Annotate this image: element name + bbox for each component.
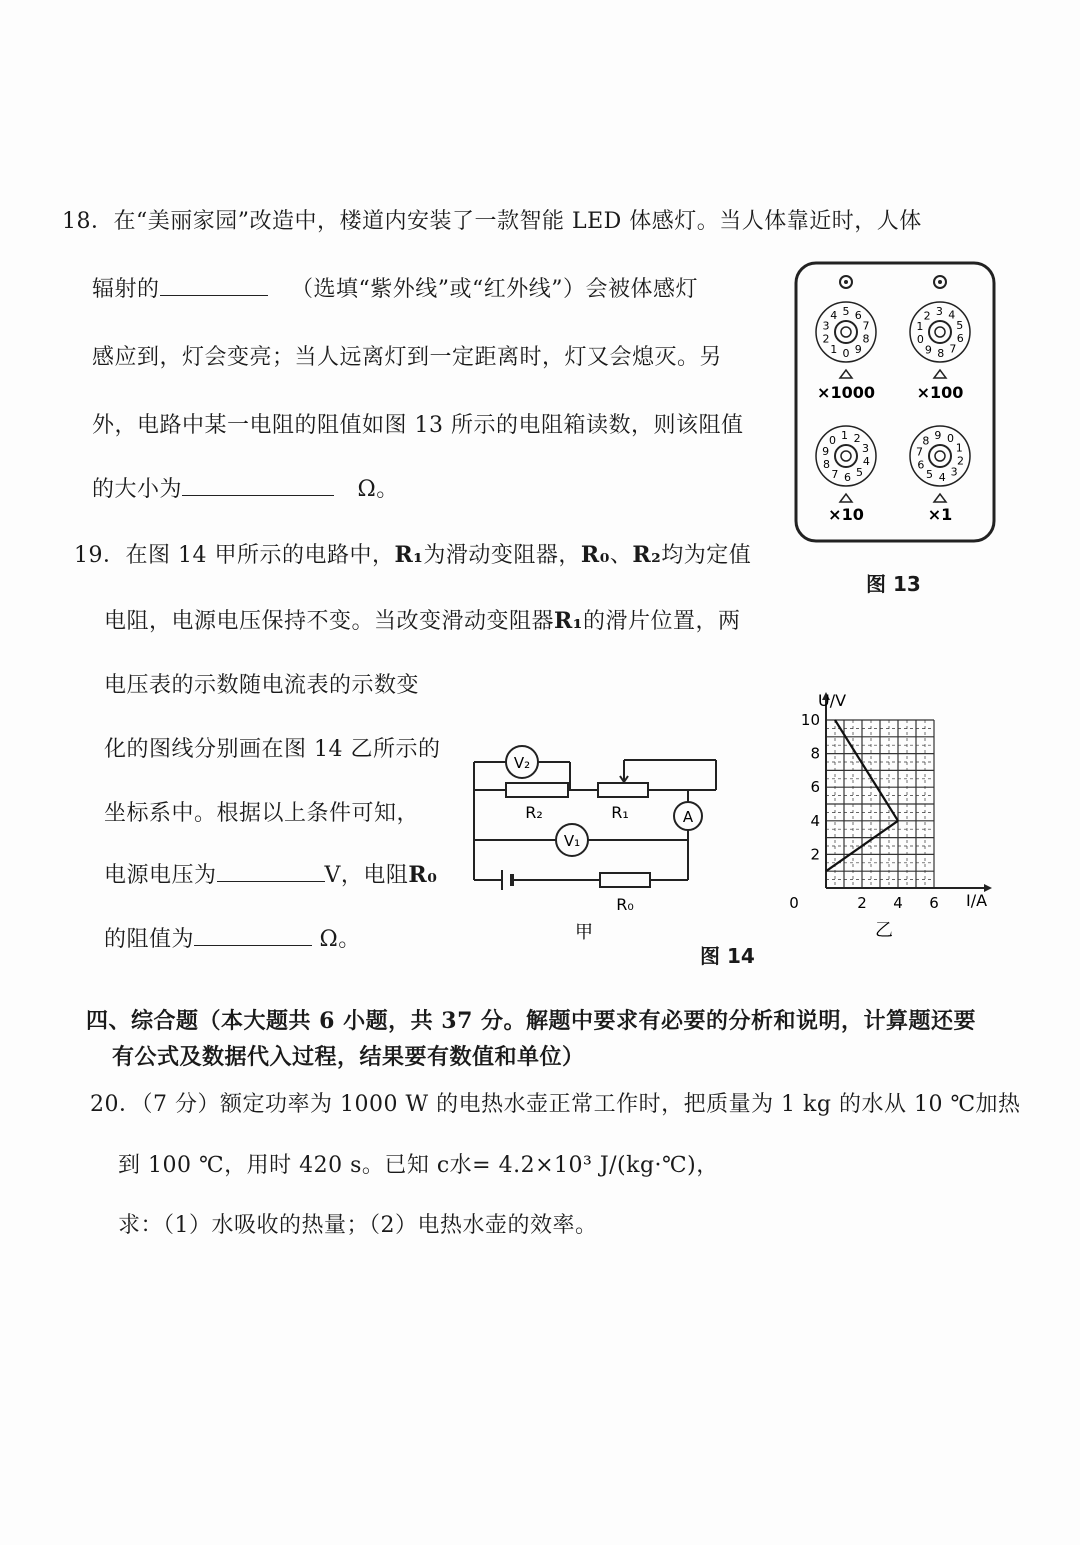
q20-line-2: 到 100 ℃，用时 420 s。已知 c水= 4.2×10³ J/(kg·℃)，: [118, 1153, 719, 1178]
dial-digit: 7: [916, 445, 923, 459]
dial-x1000: [816, 302, 876, 362]
dial-digit: 5: [842, 305, 850, 318]
dial-digit: 8: [937, 347, 945, 360]
dial-digit: 2: [822, 332, 830, 346]
dial-digit: 1: [916, 320, 924, 334]
dial-center: [841, 327, 851, 337]
dial-digit: 0: [842, 347, 850, 360]
q19-line-2: [104, 604, 740, 635]
y-tick-label: 2: [810, 845, 820, 864]
q19-text-c: 均为定值: [661, 543, 752, 568]
r1-label: R₁: [611, 803, 629, 822]
dial-x100: [910, 302, 970, 362]
y-tick-label: 6: [810, 778, 820, 797]
dial-digit: 8: [922, 434, 930, 448]
x-tick-label: 0: [789, 894, 799, 912]
dial-digit: 2: [957, 454, 964, 468]
dial-digit: 2: [853, 432, 861, 446]
symbol-r1: R₁: [394, 542, 424, 568]
dial-digit: 5: [926, 468, 933, 482]
pointer-icon: [934, 494, 946, 502]
symbol-r0: R₀: [580, 542, 610, 568]
dial-x1: [910, 426, 970, 486]
pointer-icon: [934, 370, 946, 378]
symbol-r1: R₁: [554, 608, 583, 634]
q19-text-e: 的滑片位置，两: [582, 609, 741, 634]
dial-digit: 7: [862, 319, 870, 333]
q18-line-4: 外，电路中某一电阻的阻值如图 13 所示的电阻箱读数，则该阻值: [92, 413, 744, 438]
dial-digit: 3: [935, 305, 943, 318]
voltmeter-v2: [506, 746, 538, 778]
symbol-r2: R₂: [632, 542, 662, 568]
figure-14-caption: 图 14: [700, 944, 755, 968]
q20-line-3: 求：（1）水吸收的热量；（2）电热水壶的效率。: [118, 1213, 598, 1238]
dial-digit: 1: [841, 429, 848, 443]
dial-digit: 9: [822, 444, 830, 458]
q19-text-h: 的阻值为: [104, 927, 195, 952]
answer-blank-voltage[interactable]: [217, 880, 325, 882]
q19-line-6: [104, 858, 437, 889]
dial-knob: [835, 321, 857, 343]
dial-digit: 6: [844, 470, 851, 484]
v2-label: V₂: [513, 754, 531, 772]
x-tick-label: 6: [929, 894, 939, 912]
dial-center: [935, 451, 945, 461]
q19-text-i: Ω。: [319, 927, 361, 952]
screw-icon: [934, 276, 946, 288]
dial-digit: 3: [822, 319, 830, 333]
q19-line-5: 坐标系中。根据以上条件可知，: [104, 801, 420, 826]
q19-line-3: 电压表的示数随电流表的示数变: [104, 673, 420, 698]
r0-label: R₀: [616, 895, 634, 914]
dial-digit: 8: [862, 332, 870, 346]
answer-blank-radiation[interactable]: [160, 294, 268, 296]
dial-digit: 9: [934, 429, 942, 443]
resistor-r2: [506, 783, 568, 822]
dial-digit: 7: [949, 342, 957, 356]
graph-caption: 乙: [875, 920, 893, 941]
dial-digit: 1: [955, 441, 963, 455]
q19-line-7: [104, 922, 361, 953]
dial-digit: 5: [956, 318, 964, 332]
dial-digit: 3: [862, 442, 869, 456]
dial-digit: 6: [956, 331, 964, 345]
q19-text-b: 为滑动变阻器，: [423, 543, 581, 568]
pointer-icon: [840, 494, 852, 502]
x-tick-label: 4: [893, 894, 903, 912]
r2-label: R₂: [525, 803, 543, 822]
figure-13-caption: 图 13: [866, 572, 921, 596]
y-tick-label: 4: [810, 811, 820, 830]
q18-line-2: [92, 272, 698, 303]
y-axis-label: U/V: [818, 691, 847, 710]
resistor-r0: [600, 873, 650, 914]
dial-label-x10: ×10: [828, 505, 864, 524]
dial-digit: 5: [856, 466, 863, 480]
dial-digit: 0: [829, 433, 836, 447]
dial-digit: 2: [923, 309, 931, 323]
a-label: A: [682, 808, 694, 826]
dial-digit: 9: [854, 343, 862, 356]
q18-line-1: 18．在“美丽家园”改造中，楼道内安装了一款智能 LED 体感灯。当人体靠近时，人体: [62, 209, 922, 234]
dial-digit: 8: [823, 457, 830, 471]
dial-digit: 4: [862, 455, 870, 469]
rheostat-r1: [598, 783, 648, 822]
dial-digit: 6: [854, 309, 862, 322]
dial-knob: [835, 445, 857, 467]
graph-grid: [826, 720, 934, 888]
section-4-heading-line-2: 有公式及数据代入过程，结果要有数值和单位）: [112, 1044, 585, 1070]
symbol-r0: R₀: [408, 862, 438, 888]
dial-x10: [816, 426, 876, 486]
q19-line-1: [74, 538, 751, 569]
ui-graph: [770, 688, 1010, 948]
q19-text-d: 电阻，电源电压保持不变。当改变滑动变阻器: [104, 609, 555, 634]
dial-label-x100: ×100: [916, 383, 964, 402]
dial-label-x1000: ×1000: [817, 383, 875, 402]
dial-digit: 4: [948, 308, 956, 322]
dial-digit: 0: [916, 333, 924, 347]
q19-text-g: V，电阻: [324, 863, 409, 888]
ammeter-a: [674, 802, 702, 830]
q19-text-f: 电源电压为: [104, 863, 217, 888]
screw-icon: [840, 276, 852, 288]
y-tick-label: 8: [810, 744, 820, 763]
circuit-caption: 甲: [575, 922, 593, 943]
dial-digit: 6: [917, 458, 925, 472]
battery-icon: [502, 870, 512, 890]
dial-center: [841, 451, 851, 461]
answer-blank-r0[interactable]: [194, 944, 312, 946]
q18-line-3: 感应到，灯会变亮；当人远离灯到一定距离时，灯又会熄灭。另: [92, 345, 723, 370]
q19-text-a: 19．在图 14 甲所示的电路中，: [74, 543, 395, 568]
q19-sep: 、: [609, 543, 633, 568]
dial-digit: 9: [924, 343, 932, 357]
dial-digit: 4: [830, 309, 838, 322]
q18-text-b: （选填“紫外线”或“红外线”）会被体感灯: [291, 277, 699, 302]
dial-knob: [929, 321, 951, 343]
resistance-box-figure: [793, 260, 997, 544]
q19-line-4: 化的图线分别画在图 14 乙所示的: [104, 737, 441, 762]
y-tick-label: 10: [800, 711, 820, 729]
dial-label-x1: ×1: [927, 505, 953, 524]
dial-digit: 7: [831, 467, 839, 481]
q20-line-1: 20．（7 分）额定功率为 1000 W 的电热水壶正常工作时，把质量为 1 kg 的水从 10 ℃加热: [90, 1092, 1021, 1117]
v1-label: V₁: [563, 832, 581, 850]
dial-knob: [929, 445, 951, 467]
x-tick-label: 2: [857, 894, 867, 912]
x-axis-label: I/A: [966, 891, 988, 910]
q18-ohm: Ω。: [357, 477, 399, 502]
q18-text-c: 的大小为: [92, 477, 183, 502]
dial-center: [935, 327, 945, 337]
circuit-diagram: [460, 740, 720, 950]
q18-text-a: 辐射的: [92, 277, 160, 302]
dial-digit: 1: [830, 343, 838, 356]
dial-digit: 4: [938, 470, 946, 484]
pointer-icon: [840, 370, 852, 378]
q18-line-5: [92, 472, 399, 503]
answer-blank-resistance[interactable]: [182, 494, 334, 496]
voltmeter-v1: [556, 824, 588, 856]
dial-digit: 0: [947, 431, 954, 445]
dial-digit: 3: [950, 465, 958, 479]
section-4-heading-line-1: 四、综合题（本大题共 6 小题，共 37 分。解题中要求有必要的分析和说明，计算题还要: [86, 1008, 977, 1034]
